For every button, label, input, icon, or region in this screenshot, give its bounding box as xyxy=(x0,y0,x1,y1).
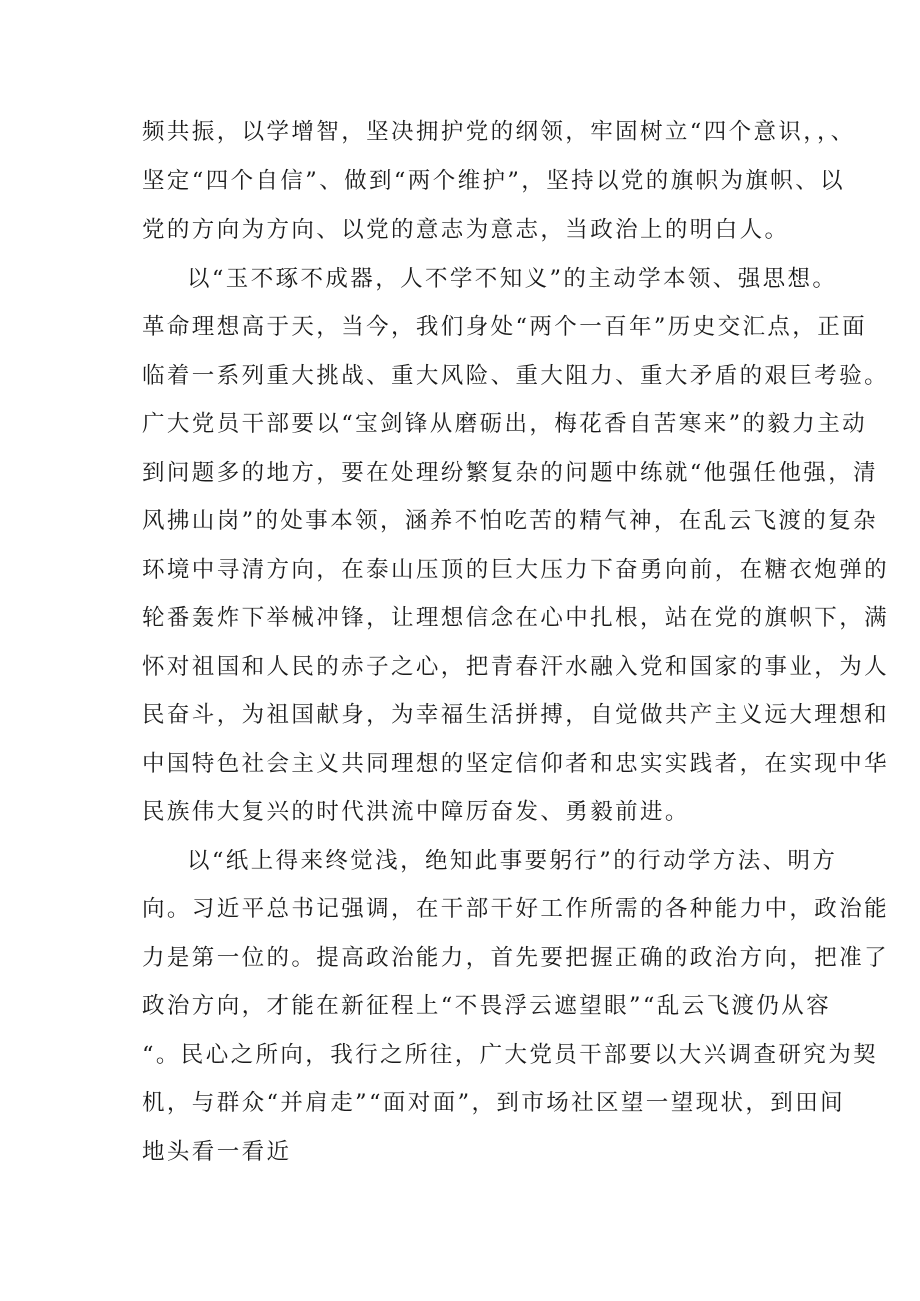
paragraph-line: 坚定“四个自信”、做到“两个维护”，坚持以党的旗帜为旗帜、以 xyxy=(142,168,846,194)
paragraph-line: 革命理想高于天，当今，我们身处“两个一百年”历史交汇点，正面 xyxy=(142,314,868,340)
paragraph-line: 频共振，以学增智，坚决拥护党的纲领，牢固树立“四个意识，，、 xyxy=(142,119,856,145)
paragraph-line: 风拂山岗”的处事本领，涵养不怕吃苦的精气神，在乱云飞渡的复杂 xyxy=(142,508,879,534)
paragraph-line: 怀对祖国和人民的赤子之心，把青春汗水融入党和国家的事业，为人 xyxy=(142,654,890,680)
paragraph-line: 政治方向，才能在新征程上“不畏浮云遮望眼”“乱云飞渡仍从容 xyxy=(142,993,832,1019)
paragraph-line: 临着一系列重大挑战、重大风险、重大阻力、重大矛盾的艰巨考验。 xyxy=(142,363,890,389)
paragraph-line: 广大党员干部要以“宝剑锋从磨砺出，梅花香自苦寒来”的毅力主动 xyxy=(142,411,868,437)
paragraph-line: 轮番轰炸下举械冲锋，让理想信念在心中扎根，站在党的旗帜下，满 xyxy=(142,605,890,631)
paragraph-line: 地头看一看近 xyxy=(142,1139,292,1165)
paragraph-line: 力是第一位的。提高政治能力，首先要把握正确的政治方向，把准了 xyxy=(142,945,890,971)
paragraph-line: 中国特色社会主义共同理想的坚定信仰者和忠实实践者，在实现中华 xyxy=(142,751,890,777)
paragraph-line: 民奋斗，为祖国献身，为幸福生活拼搏，自觉做共产主义远大理想和 xyxy=(142,702,890,728)
paragraph-line: 向。习近平总书记强调，在干部干好工作所需的各种能力中，政治能 xyxy=(142,896,890,922)
paragraph-line: 民族伟大复兴的时代洪流中障厉奋发、勇毅前进。 xyxy=(142,799,690,825)
paragraph-line: 环境中寻清方向，在泰山压顶的巨大压力下奋勇向前，在糖衣炮弹的 xyxy=(142,557,890,583)
paragraph-line: 党的方向为方向、以党的意志为意志，当政治上的明白人。 xyxy=(142,217,790,243)
paragraph-line: 以“纸上得来终觉浅，绝知此事要躬行”的行动学方法、明方 xyxy=(187,848,838,874)
paragraph-line: 机，与群众“并肩走”“面对面”，到市场社区望一望现状，到田间 xyxy=(142,1090,846,1116)
paragraph-line: “。民心之所向，我行之所往，广大党员干部要以大兴调查研究为契 xyxy=(142,1042,879,1068)
paragraph-line: 以“玉不琢不成器，人不学不知义”的主动学本领、强思想。 xyxy=(187,266,838,292)
paragraph-line: 到问题多的地方，要在处理纷繁复杂的问题中练就“他强任他强，清 xyxy=(142,460,879,486)
